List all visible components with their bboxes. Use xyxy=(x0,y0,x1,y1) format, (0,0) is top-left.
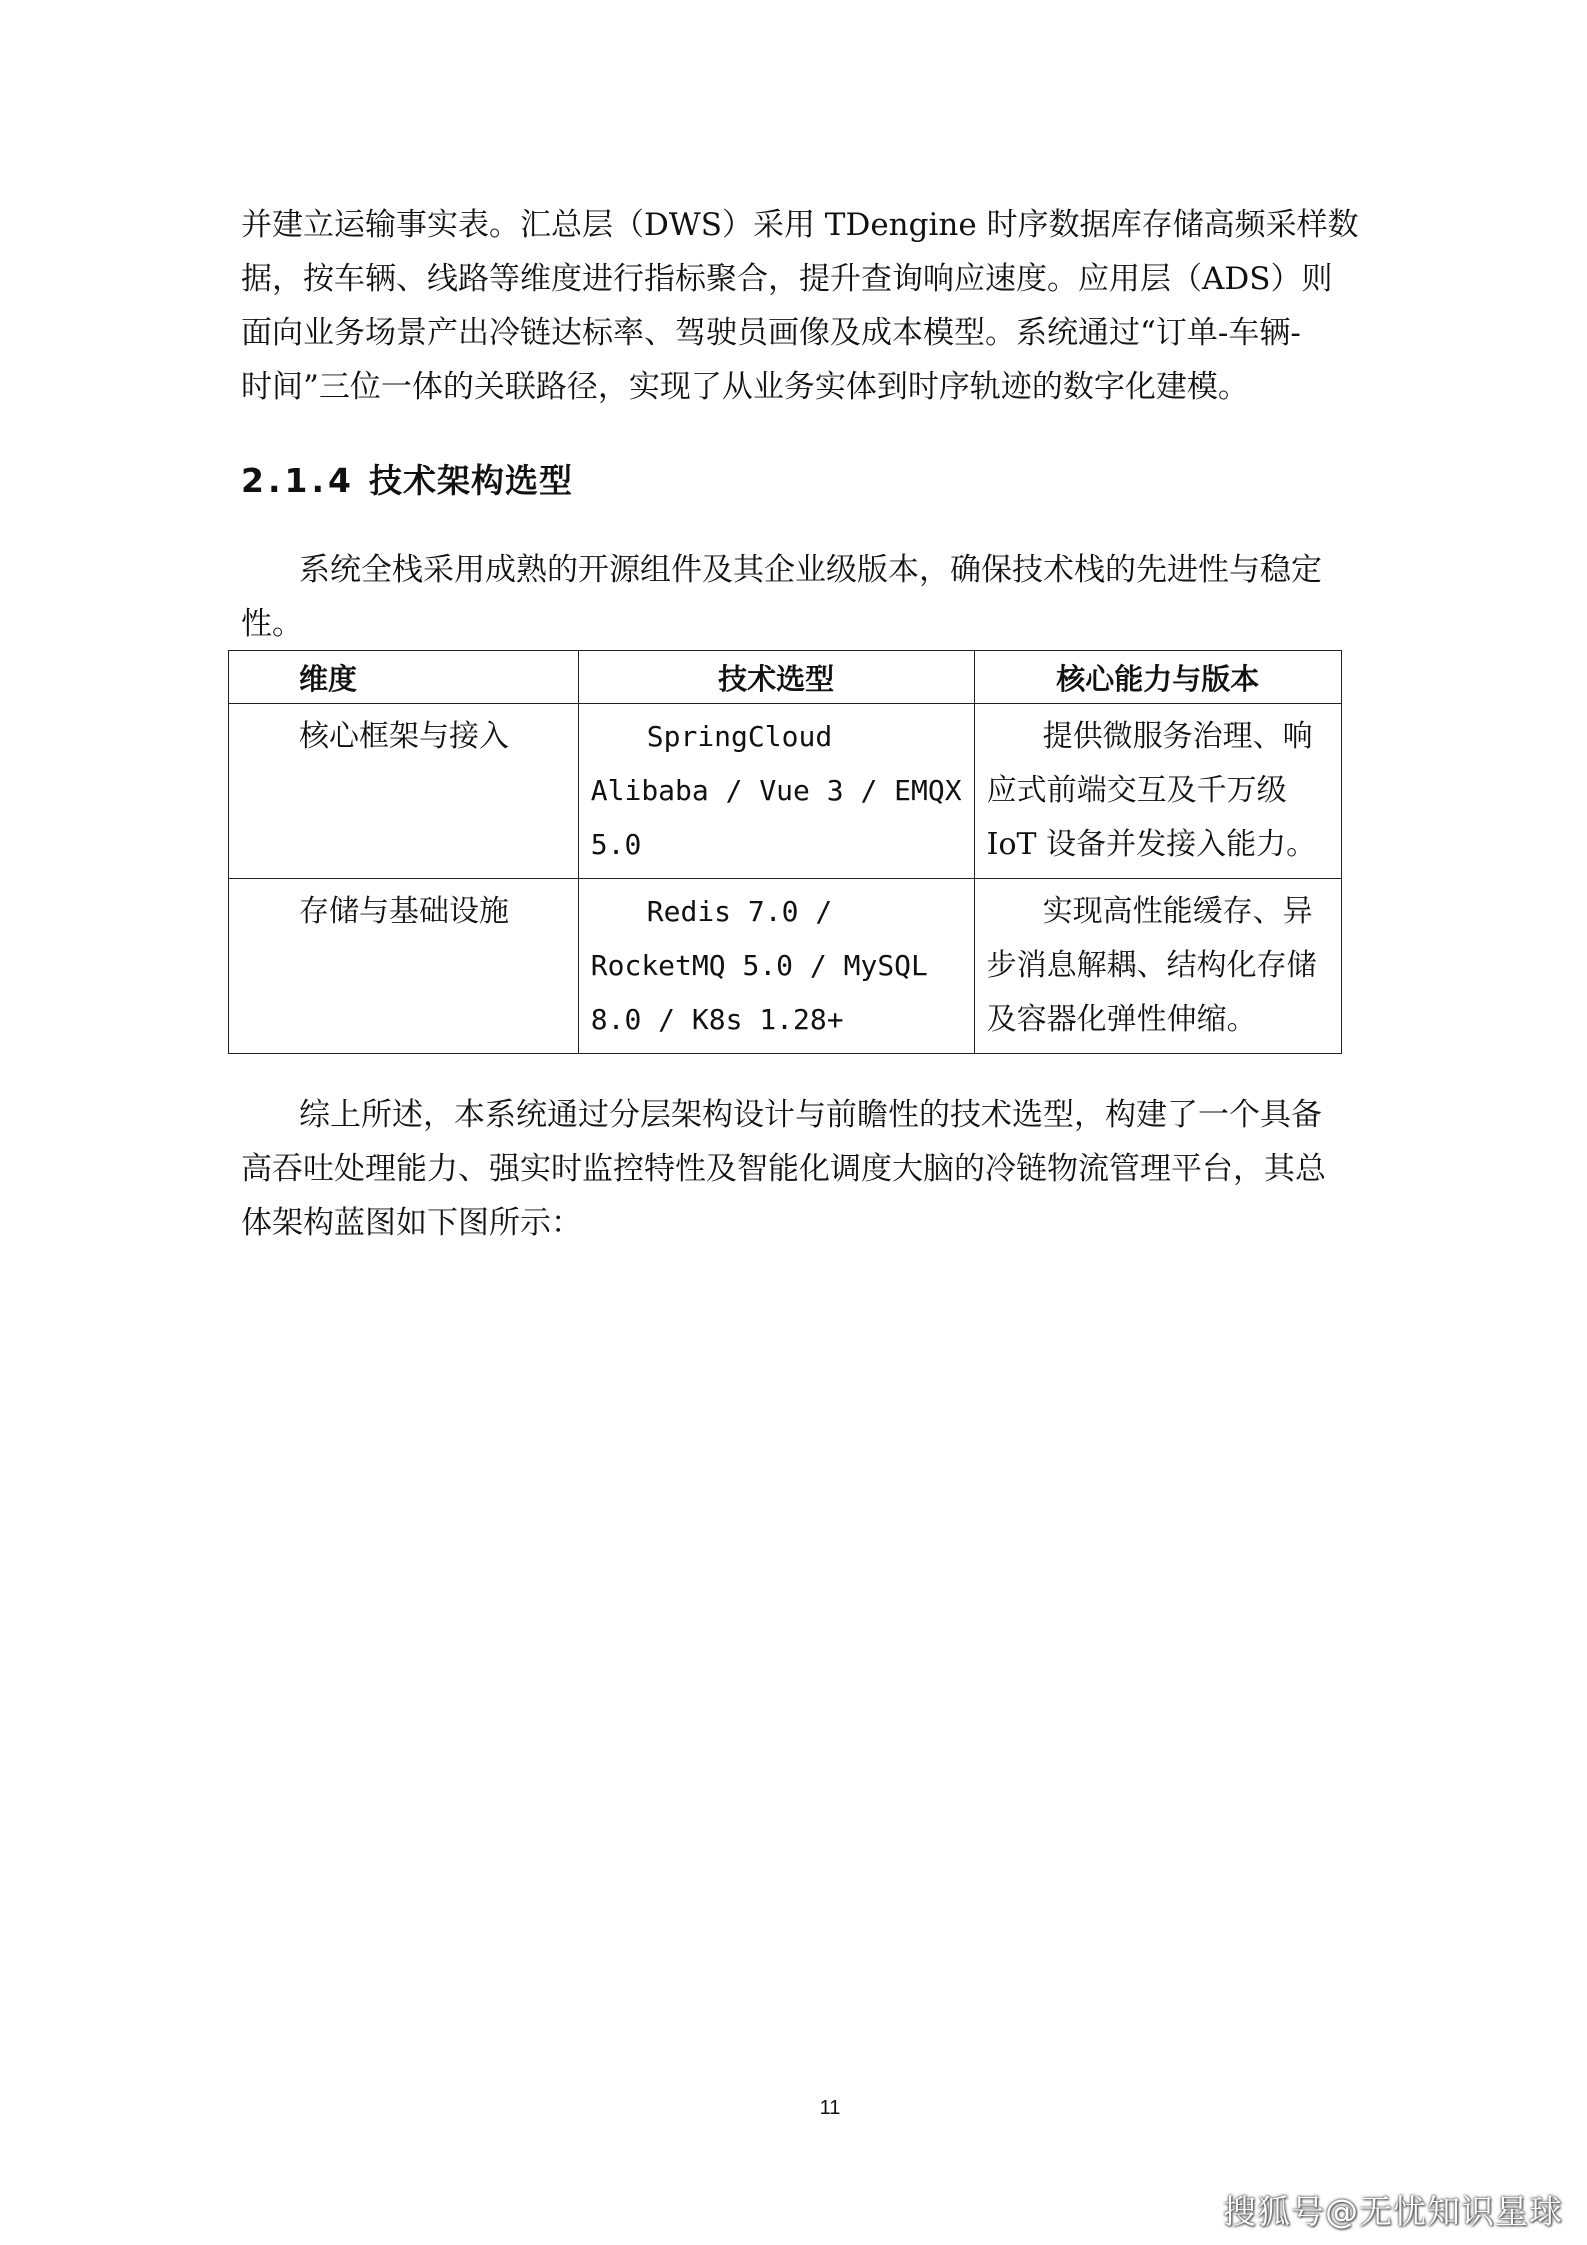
cell-text: 7.0 xyxy=(747,895,799,928)
cell-text: 5.0 xyxy=(590,828,642,861)
page-number: 11 xyxy=(819,2097,841,2119)
text-line: 体架构蓝图如下图所示： xyxy=(241,1205,582,1241)
text-line: 性。 xyxy=(241,606,303,642)
text-line: 系统全栈采用成熟的开源组件及其企业级版本，确保技术栈的先进性与稳定 xyxy=(299,552,1322,588)
cell-text: Alibaba / Vue 3 / EMQX xyxy=(590,774,962,807)
row-tech-stack xyxy=(578,879,974,1054)
text-line: 面向业务场景产出冷链达标率、驾驶员画像及成本模型。系统通过“订单-车辆- xyxy=(241,315,1301,351)
table-row xyxy=(229,704,1342,879)
cell-text: 存储与基础设施 xyxy=(299,894,509,929)
cell-text: RocketMQ 5.0 / MySQL xyxy=(590,949,928,982)
cell-text: 8.0 / K8s 1.28+ xyxy=(590,1003,844,1036)
section-title: 技术架构选型 xyxy=(368,461,573,500)
cell-text-spread xyxy=(591,885,962,939)
cell-text: Redis xyxy=(646,895,732,928)
conclusion-paragraph xyxy=(241,1088,1357,1250)
table-header-row xyxy=(229,651,1342,704)
watermark: 搜狐号@无忧知识星球 xyxy=(1223,2192,1563,2231)
header-tech-selection: 技术选型 xyxy=(578,651,974,704)
text-line: 高吞吐处理能力、强实时监控特性及智能化调度大脑的冷链物流管理平台，其总 xyxy=(241,1151,1326,1187)
text-line: 时间”三位一体的关联路径，实现了从业务实体到时序轨迹的数字化建模。 xyxy=(241,369,1249,405)
row-dimension xyxy=(229,704,579,879)
text-line: 综上所述，本系统通过分层架构设计与前瞻性的技术选型，构建了一个具备 xyxy=(299,1097,1322,1133)
text-line: 据，按车辆、线路等维度进行指标聚合，提升查询响应速度。应用层（ADS）则 xyxy=(241,261,1333,297)
section-number: 2.1.4 xyxy=(241,461,355,500)
tech-stack-table xyxy=(228,650,1342,1054)
cell-text: 步消息解耦、结构化存储 xyxy=(986,948,1317,983)
row-tech-stack xyxy=(578,704,974,879)
cell-text: 及容器化弹性伸缩。 xyxy=(986,1002,1257,1037)
cell-text: / xyxy=(815,895,833,928)
cell-text: 核心框架与接入 xyxy=(299,719,509,754)
cell-text: 实现高性能缓存、异 xyxy=(1042,894,1313,929)
section-heading xyxy=(241,455,573,502)
cell-text: 应式前端交互及千万级 xyxy=(986,773,1287,808)
section-intro-paragraph xyxy=(241,543,1357,651)
header-dimension: 维度 xyxy=(229,651,579,704)
cell-text: IoT 设备并发接入能力。 xyxy=(986,827,1317,862)
header-capability: 核心能力与版本 xyxy=(974,651,1341,704)
intro-paragraph xyxy=(241,198,1357,414)
cell-text: SpringCloud xyxy=(646,720,833,753)
text-line: 并建立运输事实表。汇总层（DWS）采用 TDengine 时序数据库存储高频采样数 xyxy=(241,207,1359,243)
row-capability xyxy=(974,704,1341,879)
row-capability xyxy=(974,879,1341,1054)
table-row xyxy=(229,879,1342,1054)
row-dimension xyxy=(229,879,579,1054)
cell-text: 提供微服务治理、响 xyxy=(1042,719,1313,754)
